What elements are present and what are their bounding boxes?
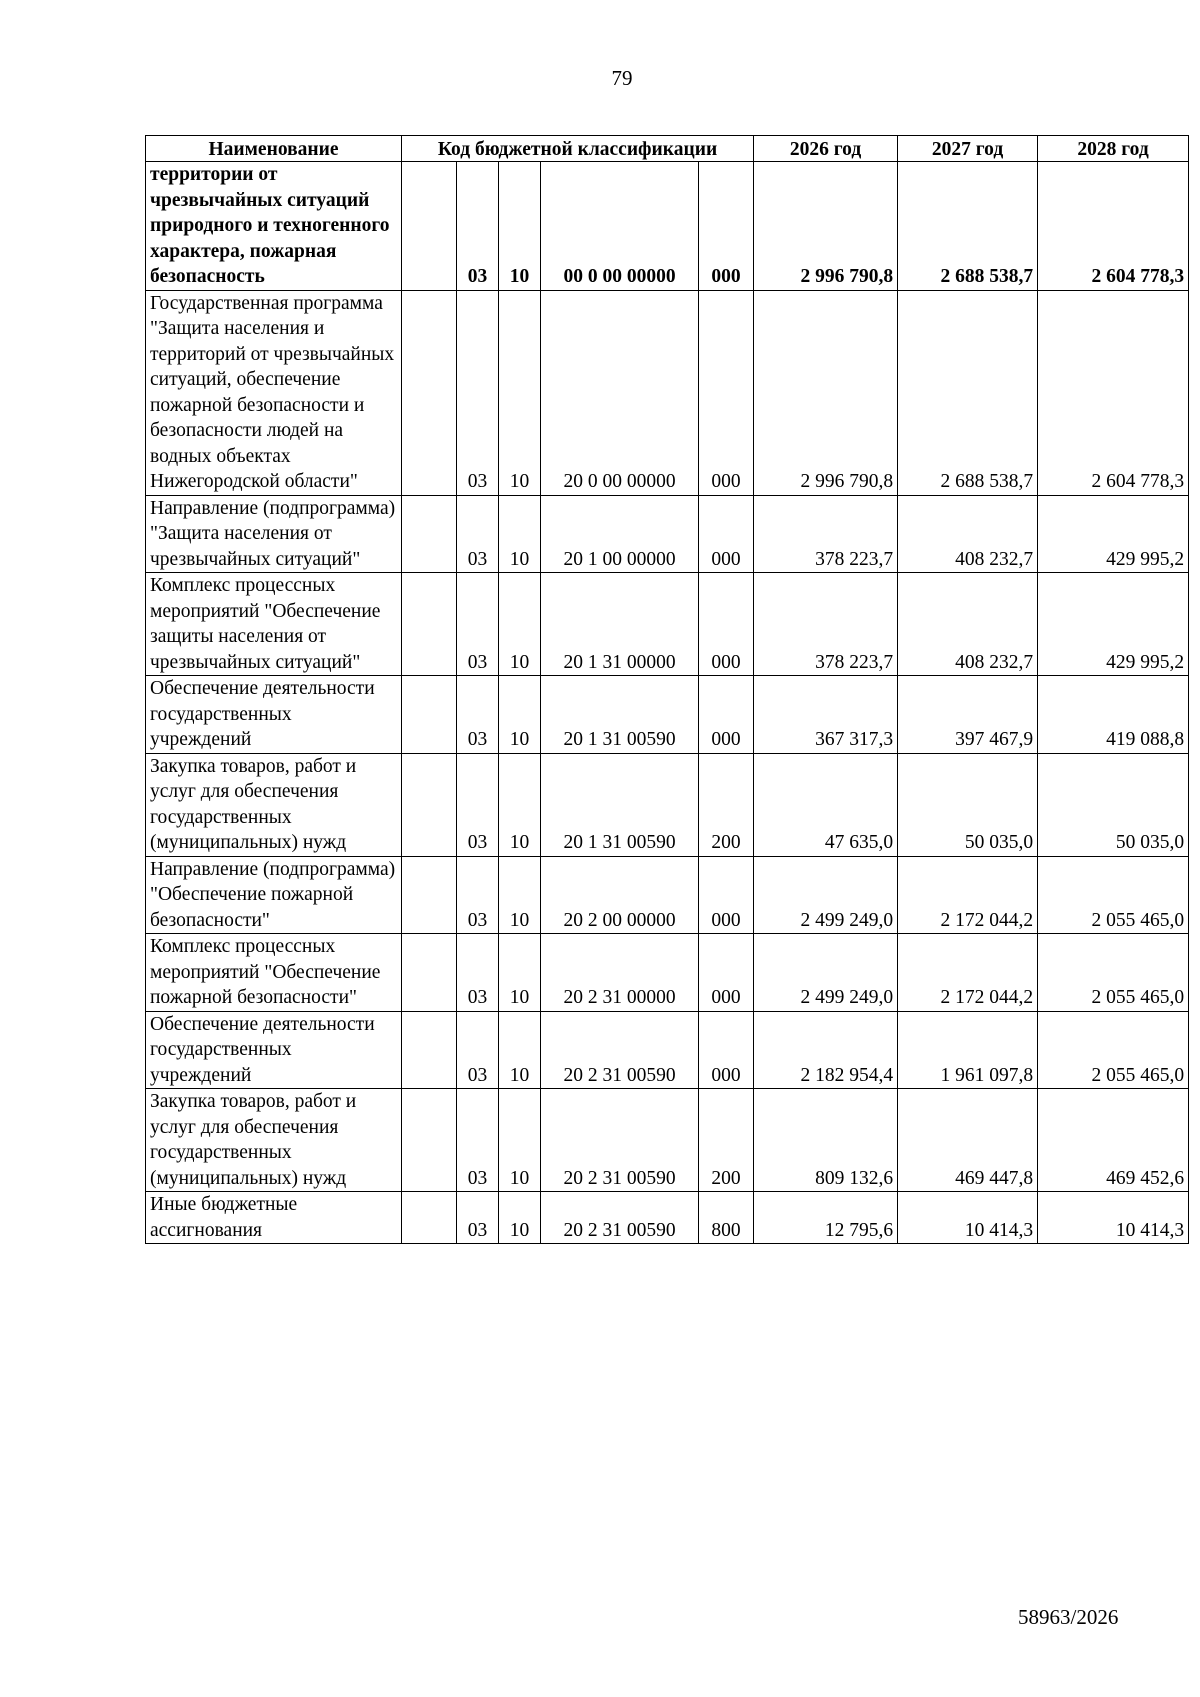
row-amount-2027: 397 467,9 [898,676,1038,754]
row-amount-2027: 2 688 538,7 [898,290,1038,495]
row-amount-2028: 50 035,0 [1038,753,1189,856]
row-code-target: 00 0 00 00000 [541,162,699,291]
row-name: Направление (подпрограмма) "Обеспечение пожарной безопасности" [146,856,402,934]
row-amount-2028: 419 088,8 [1038,676,1189,754]
row-amount-2026: 378 223,7 [754,573,898,676]
row-name: Закупка товаров, работ и услуг для обеспечения государственных (муниципальных) нужд [146,753,402,856]
row-code-section: 03 [457,495,499,573]
row-amount-2027: 469 447,8 [898,1089,1038,1192]
table-row [146,290,1189,495]
row-code-section: 03 [457,573,499,676]
row-amount-2027: 1 961 097,8 [898,1011,1038,1089]
row-code-subsection: 10 [499,1011,541,1089]
row-code-expense-type: 000 [699,1011,754,1089]
row-code-subsection: 10 [499,290,541,495]
row-code-section: 03 [457,290,499,495]
row-code-section: 03 [457,1192,499,1244]
row-name: Комплекс процессных мероприятий "Обеспечение защиты населения от чрезвычайных ситуаций" [146,573,402,676]
row-amount-2028: 2 604 778,3 [1038,290,1189,495]
row-code-target: 20 2 31 00590 [541,1089,699,1192]
row-amount-2026: 367 317,3 [754,676,898,754]
row-code-subsection: 10 [499,495,541,573]
row-code-subsection: 10 [499,162,541,291]
row-name: Закупка товаров, работ и услуг для обеспечения государственных (муниципальных) нужд [146,1089,402,1192]
row-code-blank [402,753,457,856]
row-code-blank [402,495,457,573]
row-code-blank [402,290,457,495]
row-amount-2028: 2 604 778,3 [1038,162,1189,291]
row-code-blank [402,676,457,754]
row-name: Комплекс процессных мероприятий "Обеспечение пожарной безопасности" [146,934,402,1012]
table-row [146,1192,1189,1244]
row-amount-2027: 408 232,7 [898,495,1038,573]
row-name: Направление (подпрограмма) "Защита населения от чрезвычайных ситуаций" [146,495,402,573]
row-name: Иные бюджетные ассигнования [146,1192,402,1244]
table-row [146,934,1189,1012]
row-code-target: 20 1 31 00590 [541,753,699,856]
row-amount-2027: 10 414,3 [898,1192,1038,1244]
table-row [146,676,1189,754]
row-code-subsection: 10 [499,573,541,676]
table-row [146,753,1189,856]
row-code-section: 03 [457,676,499,754]
row-name: Обеспечение деятельности государственных учреждений [146,676,402,754]
row-amount-2028: 469 452,6 [1038,1089,1189,1192]
row-amount-2027: 50 035,0 [898,753,1038,856]
table-row [146,1089,1189,1192]
row-code-expense-type: 000 [699,934,754,1012]
row-amount-2026: 2 499 249,0 [754,856,898,934]
row-amount-2027: 408 232,7 [898,573,1038,676]
row-amount-2028: 2 055 465,0 [1038,934,1189,1012]
row-code-section: 03 [457,934,499,1012]
row-amount-2027: 2 688 538,7 [898,162,1038,291]
row-code-section: 03 [457,1011,499,1089]
row-amount-2027: 2 172 044,2 [898,856,1038,934]
header-budget-code: Код бюджетной классификации [402,136,754,162]
row-code-target: 20 0 00 00000 [541,290,699,495]
document-id: 58963/2026 [1018,1605,1119,1629]
budget-table [145,135,1189,1244]
row-code-section: 03 [457,753,499,856]
row-code-target: 20 2 31 00000 [541,934,699,1012]
row-amount-2028: 2 055 465,0 [1038,1011,1189,1089]
row-code-blank [402,1192,457,1244]
row-code-expense-type: 000 [699,290,754,495]
row-code-section: 03 [457,1089,499,1192]
row-amount-2027: 2 172 044,2 [898,934,1038,1012]
row-code-expense-type: 000 [699,856,754,934]
row-amount-2026: 809 132,6 [754,1089,898,1192]
row-code-target: 20 2 31 00590 [541,1192,699,1244]
row-code-subsection: 10 [499,1089,541,1192]
table-row [146,1011,1189,1089]
row-amount-2028: 429 995,2 [1038,573,1189,676]
row-code-expense-type: 000 [699,573,754,676]
row-amount-2028: 2 055 465,0 [1038,856,1189,934]
row-code-blank [402,934,457,1012]
row-code-expense-type: 000 [699,676,754,754]
row-amount-2026: 2 996 790,8 [754,162,898,291]
table-row [146,495,1189,573]
row-amount-2026: 2 182 954,4 [754,1011,898,1089]
table-row [146,162,1189,291]
table-header-row [146,136,1189,162]
row-amount-2026: 47 635,0 [754,753,898,856]
row-code-target: 20 1 31 00590 [541,676,699,754]
header-name: Наименование [146,136,402,162]
row-code-expense-type: 200 [699,1089,754,1192]
row-code-expense-type: 000 [699,495,754,573]
header-2026: 2026 год [754,136,898,162]
page-number: 79 [611,66,633,90]
row-code-subsection: 10 [499,676,541,754]
row-amount-2026: 2 499 249,0 [754,934,898,1012]
row-code-expense-type: 000 [699,162,754,291]
row-code-expense-type: 200 [699,753,754,856]
row-code-blank [402,162,457,291]
row-amount-2026: 2 996 790,8 [754,290,898,495]
row-amount-2026: 12 795,6 [754,1192,898,1244]
row-amount-2028: 10 414,3 [1038,1192,1189,1244]
row-amount-2026: 378 223,7 [754,495,898,573]
row-code-section: 03 [457,162,499,291]
row-code-blank [402,1011,457,1089]
header-2028: 2028 год [1038,136,1189,162]
row-code-target: 20 2 31 00590 [541,1011,699,1089]
row-code-subsection: 10 [499,753,541,856]
row-code-expense-type: 800 [699,1192,754,1244]
row-name: Государственная программа "Защита населения и территорий от чрезвычайных ситуаций, обеспечение пожарной безопасности и безопасности людей на водных объектах Нижегородской области" [146,290,402,495]
row-code-subsection: 10 [499,856,541,934]
header-2027: 2027 год [898,136,1038,162]
row-code-target: 20 1 31 00000 [541,573,699,676]
row-name: территории от чрезвычайных ситуаций природного и техногенного характера, пожарная безопасность [146,162,402,291]
row-name: Обеспечение деятельности государственных учреждений [146,1011,402,1089]
table-row [146,856,1189,934]
row-code-target: 20 1 00 00000 [541,495,699,573]
row-code-target: 20 2 00 00000 [541,856,699,934]
table-row [146,573,1189,676]
row-amount-2028: 429 995,2 [1038,495,1189,573]
row-code-blank [402,1089,457,1192]
row-code-subsection: 10 [499,934,541,1012]
row-code-subsection: 10 [499,1192,541,1244]
row-code-blank [402,856,457,934]
row-code-section: 03 [457,856,499,934]
row-code-blank [402,573,457,676]
